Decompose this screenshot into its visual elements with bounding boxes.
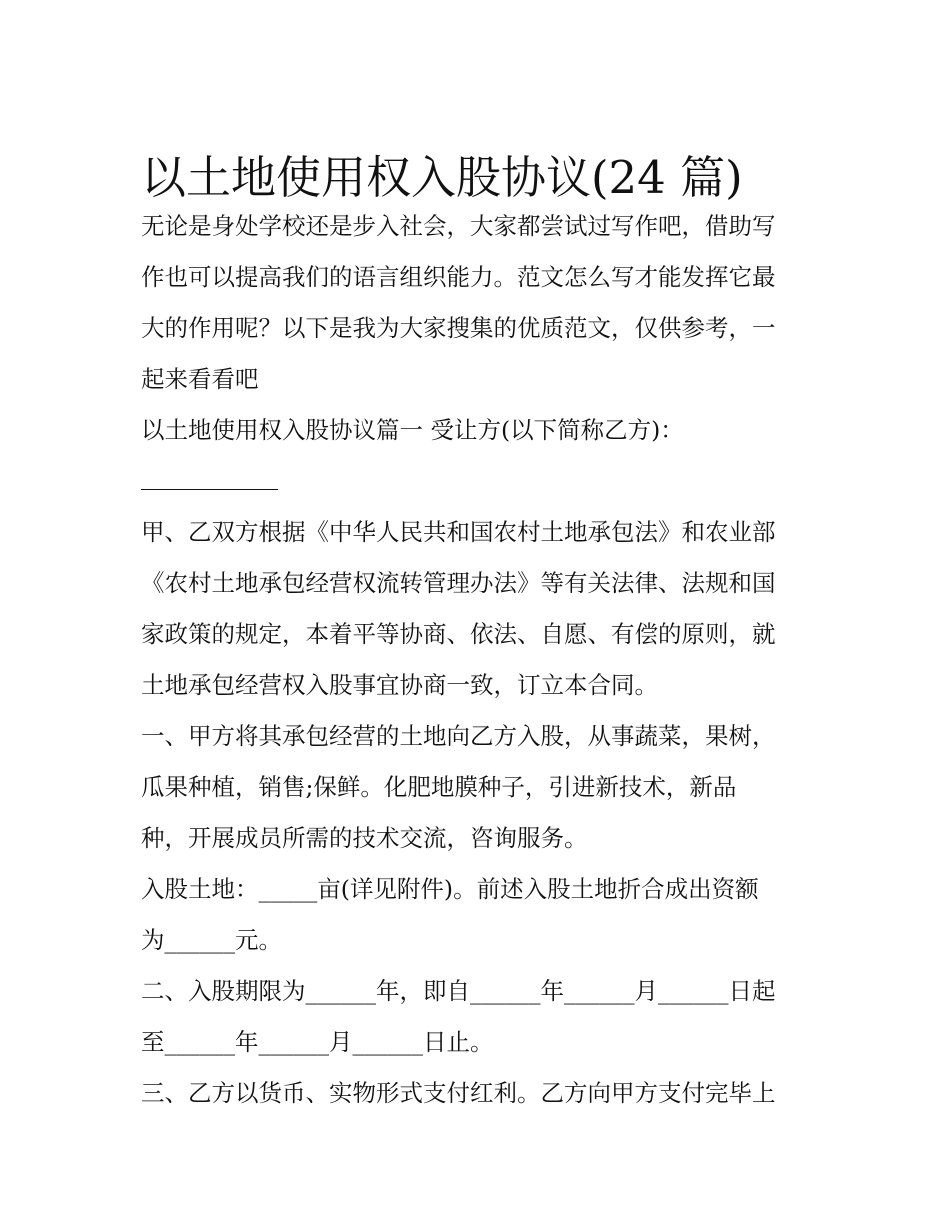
document-body bbox=[141, 201, 821, 1119]
paragraph-line: 《农村土地承包经营权流转管理办法》等有关法律、法规和国 bbox=[141, 569, 776, 597]
paragraph-line: 甲、乙双方根据《中华人民共和国农村土地承包法》和农业部 bbox=[141, 518, 776, 546]
clause-line: 种，开展成员所需的技术交流，咨询服务。 bbox=[141, 824, 588, 852]
underline-blank bbox=[141, 489, 278, 490]
clause-line: 二、入股期限为______年，即自______年______月______日起 bbox=[141, 977, 776, 1005]
clause-line: 为______元。 bbox=[141, 926, 282, 954]
clause-line: 至______年______月______日止。 bbox=[141, 1028, 494, 1056]
paragraph-line: 无论是身处学校还是步入社会，大家都尝试过写作吧，借助写 bbox=[141, 212, 776, 240]
paragraph-line: 大的作用呢？以下是我为大家搜集的优质范文，仅供参考，一 bbox=[141, 314, 776, 342]
document-title: 以土地使用权入股协议(24 篇) bbox=[141, 151, 743, 205]
blank-fill-line bbox=[141, 456, 821, 507]
paragraph-line: 土地承包经营权入股事宜协商一致，订立本合同。 bbox=[141, 671, 658, 699]
paragraph-line: 起来看看吧 bbox=[141, 365, 259, 393]
clause-line: 入股土地：_____亩(详见附件)。前述入股土地折合成出资额 bbox=[141, 875, 759, 903]
paragraph-line: 家政策的规定，本着平等协商、依法、自愿、有偿的原则，就 bbox=[141, 620, 776, 648]
section-heading-line: 以土地使用权入股协议篇一 受让方(以下简称乙方)： bbox=[141, 416, 684, 444]
clause-line: 三、乙方以货币、实物形式支付红利。乙方向甲方支付完毕上 bbox=[141, 1079, 776, 1107]
clause-line: 一、甲方将其承包经营的土地向乙方入股，从事蔬菜，果树， bbox=[141, 722, 776, 750]
clause-line: 瓜果种植，销售;保鲜。化肥地膜种子，引进新技术，新品 bbox=[141, 773, 737, 801]
paragraph-line: 作也可以提高我们的语言组织能力。范文怎么写才能发挥它最 bbox=[141, 263, 776, 291]
